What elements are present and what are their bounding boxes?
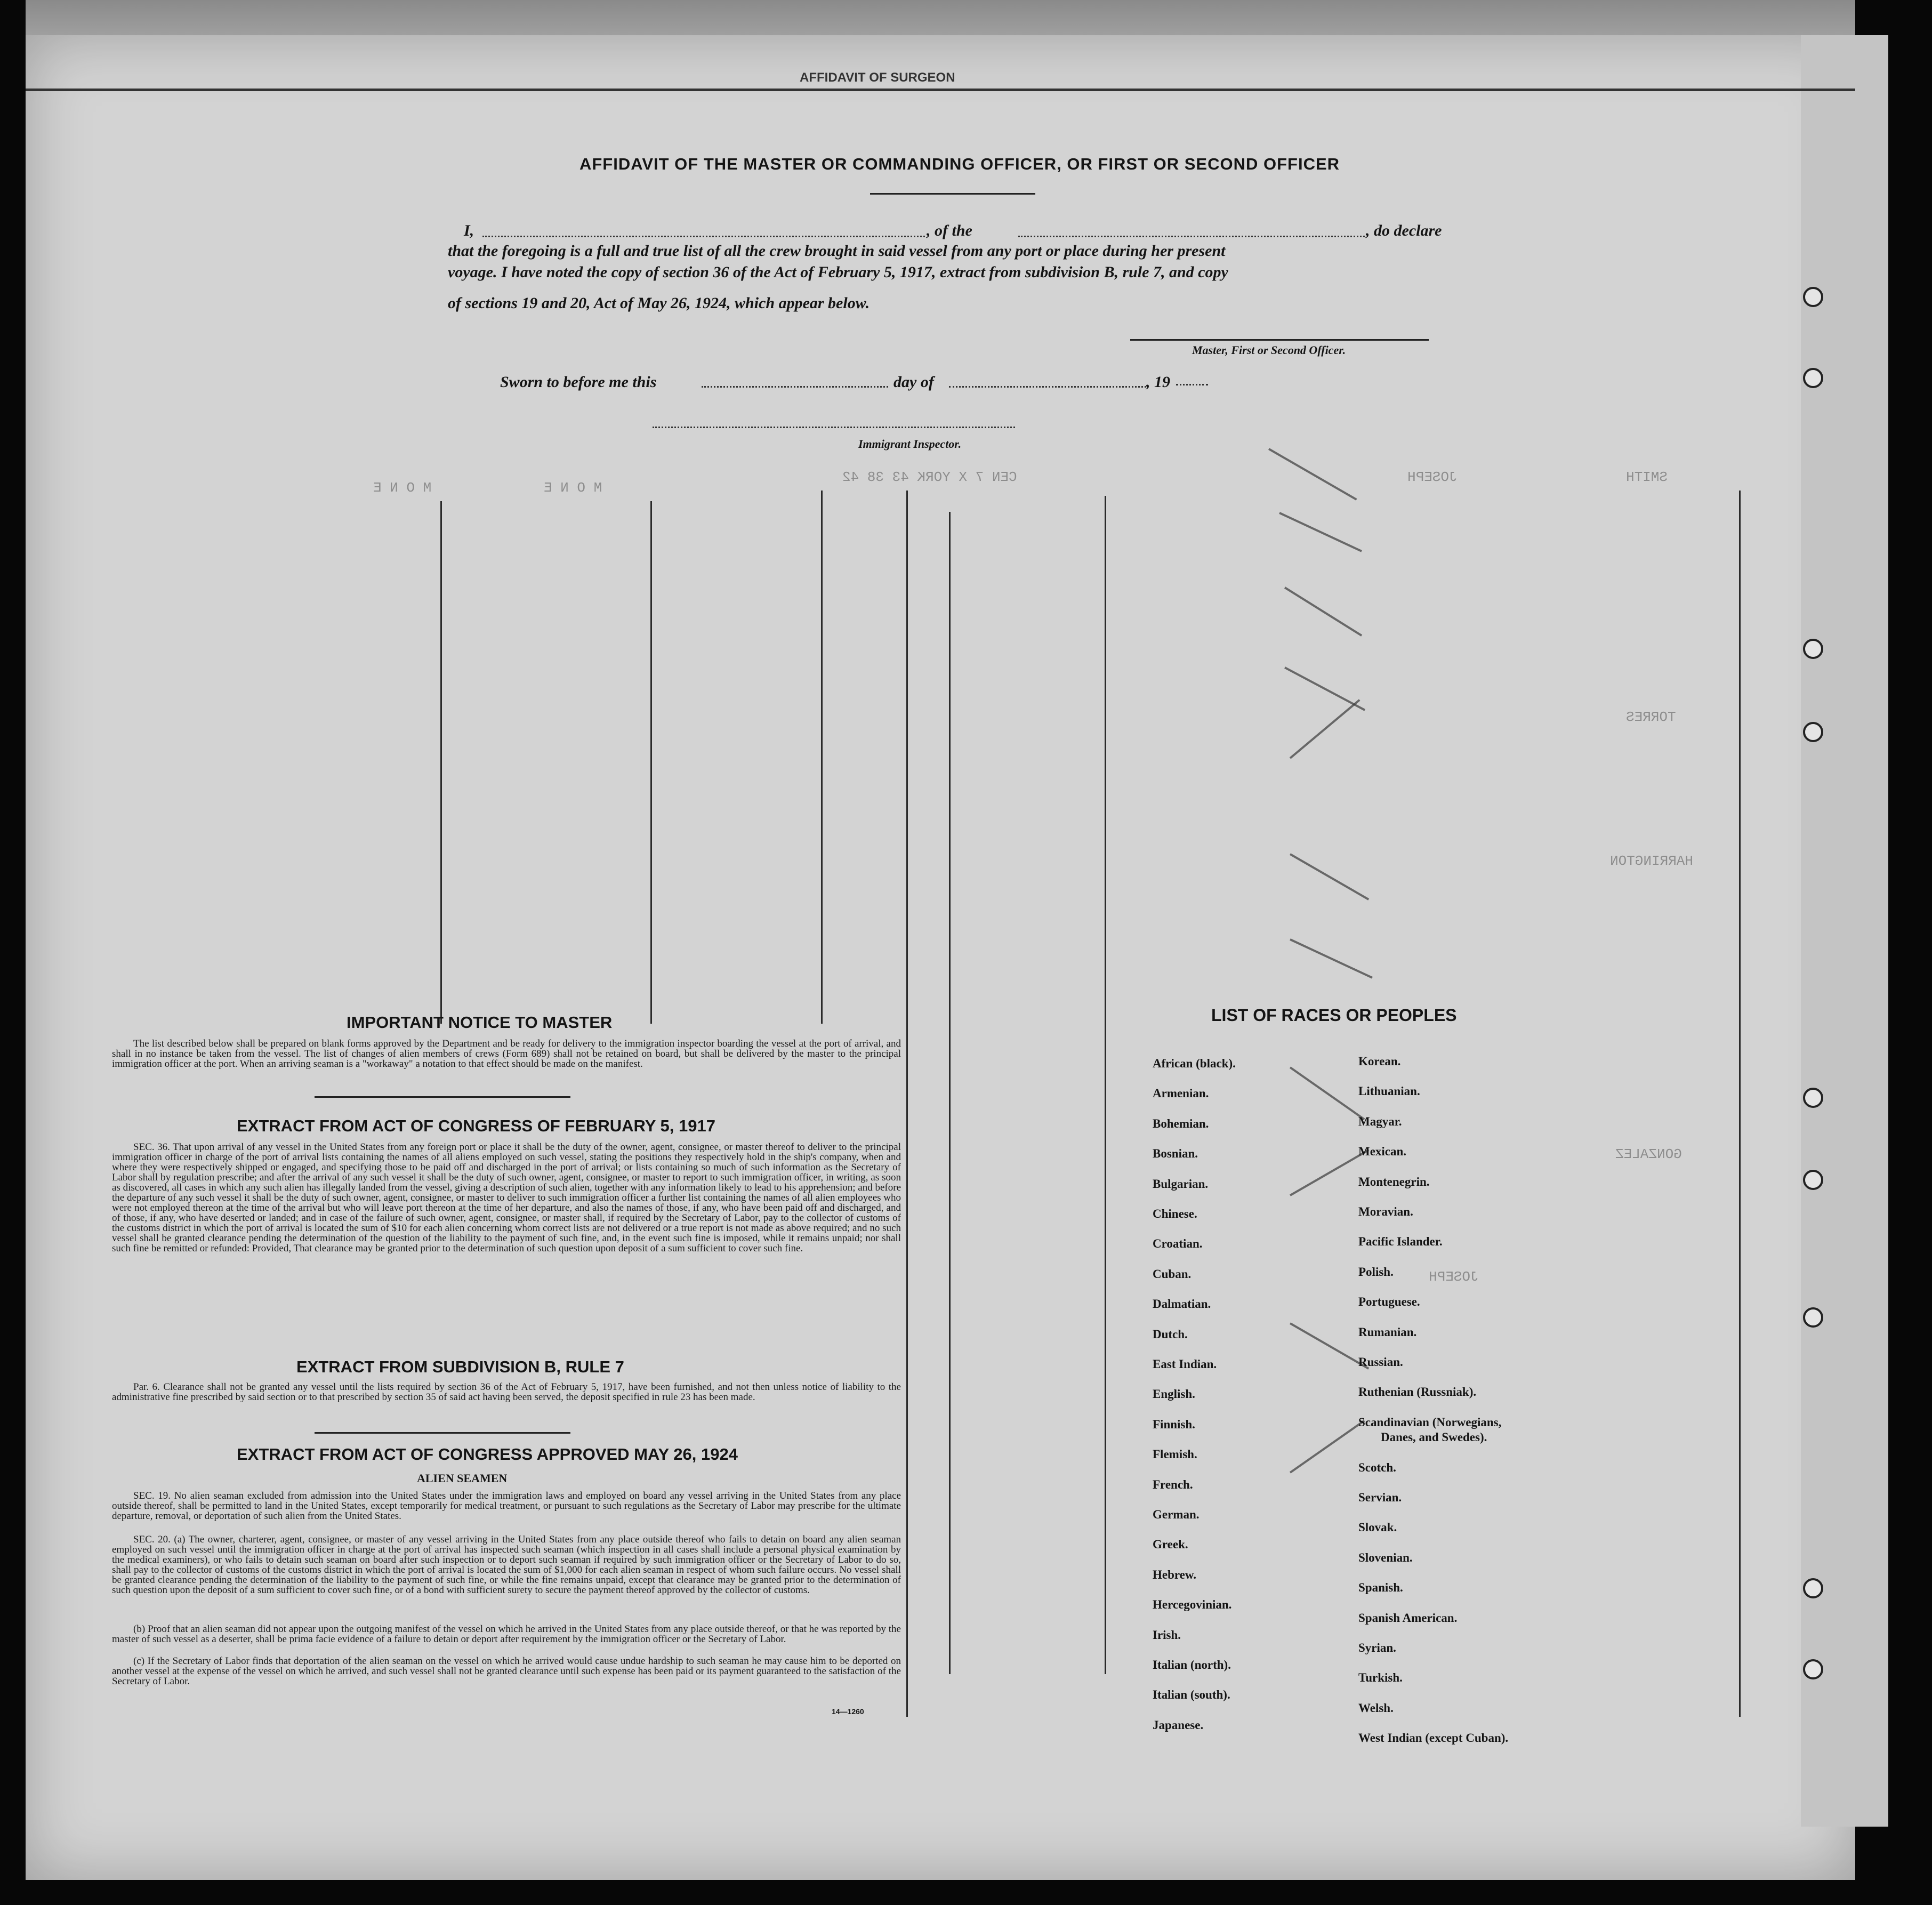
race-item: English. <box>1153 1387 1195 1401</box>
punch-hole <box>1803 287 1823 307</box>
section-divider <box>315 1096 570 1098</box>
race-item: Spanish. <box>1358 1581 1403 1595</box>
race-item: Lithuanian. <box>1358 1084 1420 1098</box>
race-item: African (black). <box>1153 1057 1236 1070</box>
race-item: Pacific Islander. <box>1358 1235 1443 1249</box>
sworn-label: Sworn to before me this <box>500 373 657 391</box>
punch-hole <box>1803 1088 1823 1108</box>
race-item: Irish. <box>1153 1628 1181 1642</box>
column-rule <box>906 491 908 1717</box>
race-item: Italian (south). <box>1153 1688 1230 1702</box>
sworn-day-blank[interactable] <box>702 386 888 388</box>
sec19-text: SEC. 19. No alien seaman excluded from admission into the United States under the immigration laws and employed on board any vessel arriving in the United States from any place outside thereof, shall be permitted to land in the United States, except temporarily for medical treatment, or pursuant to such regulations as the Secretary of Labor may prescribe for the ultimate departure, removal, or deportation of such alien from the United States. <box>112 1490 901 1522</box>
column-rule <box>440 501 442 1024</box>
inspector-signature-line[interactable] <box>653 427 1015 428</box>
punch-hole <box>1803 1170 1823 1190</box>
year-blank[interactable] <box>1176 384 1208 385</box>
race-item: Portuguese. <box>1358 1295 1420 1309</box>
bleed-through-text: JOSEPH <box>1429 1269 1479 1285</box>
column-rule <box>1105 496 1106 1674</box>
race-item: Spanish American. <box>1358 1611 1458 1625</box>
race-item: German. <box>1153 1508 1200 1521</box>
race-item: Rumanian. <box>1358 1325 1417 1339</box>
race-item: Russian. <box>1358 1355 1403 1369</box>
race-item: Hebrew. <box>1153 1568 1196 1581</box>
bleed-through-text: TORRES <box>1626 709 1676 725</box>
notice-title: IMPORTANT NOTICE TO MASTER <box>347 1013 613 1032</box>
extract-1917-title: EXTRACT FROM ACT OF CONGRESS OF FEBRUARY 5, 1917 <box>237 1116 715 1135</box>
document-sheet <box>26 35 1855 1880</box>
punch-hole <box>1803 1659 1823 1679</box>
bleed-through-text: SMITH <box>1626 469 1668 485</box>
affidavit-line2: that the foregoing is a full and true list of all the crew brought in said vessel from any port or place during her present <box>448 242 1226 260</box>
alien-seamen-subtitle: ALIEN SEAMEN <box>417 1472 508 1485</box>
notice-text: The list described below shall be prepared on blank forms approved by the Department and be ready for delivery to the immigration inspector boarding the vessel at the port of arrival, and shall in no instance be taken from the vessel. The list of changes of alien members of crews (Form 689) shall not be retained on board, but shall be delivered by the master to the principal immigration officer at the port. When an arriving seaman is a "workaway" a notation to that effect should be made on the manifest. <box>112 1038 901 1070</box>
affidavit-line4: of sections 19 and 20, Act of May 26, 1924, which appear below. <box>448 294 870 312</box>
punch-hole <box>1803 722 1823 742</box>
name-blank[interactable] <box>482 236 925 237</box>
day-of-label: day of <box>893 373 934 391</box>
race-item: Moravian. <box>1358 1205 1413 1218</box>
race-item: Servian. <box>1358 1491 1402 1504</box>
affidavit-declare: , do declare <box>1366 222 1442 239</box>
rule7-title: EXTRACT FROM SUBDIVISION B, RULE 7 <box>296 1357 624 1376</box>
race-item: French. <box>1153 1477 1193 1491</box>
race-item: Italian (north). <box>1153 1658 1231 1671</box>
race-item: Japanese. <box>1153 1718 1204 1732</box>
master-signature-line[interactable] <box>1130 339 1429 341</box>
race-item: Chinese. <box>1153 1207 1197 1220</box>
form-number: 14—1260 <box>832 1707 864 1716</box>
race-item: Montenegrin. <box>1358 1175 1430 1188</box>
race-item: Dutch. <box>1153 1327 1188 1341</box>
race-item: Hercegovinian. <box>1153 1598 1232 1612</box>
sec20c-text: (c) If the Secretary of Labor finds that deportation of the alien seaman on the vessel on which he arrived would cause undue hardship to such seaman he may cause him to be deported on another vessel at the expense of the vessel on which he arrived, and such vessel shall not be granted clearance until such expense has been paid or its payment guaranteed to the satisfaction of the Secretary of Labor. <box>112 1655 901 1687</box>
month-blank[interactable] <box>949 386 1146 388</box>
bleed-through-text: M O N E <box>544 480 602 496</box>
bleed-through-text: GONZALEZ <box>1615 1146 1682 1162</box>
race-item: Armenian. <box>1153 1087 1209 1100</box>
race-item: Welsh. <box>1358 1701 1394 1715</box>
section-divider <box>315 1432 570 1434</box>
affidavit-title: AFFIDAVIT OF THE MASTER OR COMMANDING OFFICER, OR FIRST OR SECOND OFFICER <box>579 155 1340 173</box>
race-item: Greek. <box>1153 1538 1188 1552</box>
year-label: , 19 <box>1146 373 1170 391</box>
race-item: West Indian (except Cuban). <box>1358 1731 1509 1745</box>
race-item: Turkish. <box>1358 1671 1403 1685</box>
race-item: Slovak. <box>1358 1521 1397 1534</box>
race-item: Dalmatian. <box>1153 1297 1211 1311</box>
bleed-through-text: HARRINGTON <box>1610 853 1694 869</box>
race-item: East Indian. <box>1153 1357 1217 1371</box>
sec20a-text: SEC. 20. (a) The owner, charterer, agent, consignee, or master of any vessel arriving in the United States from any place outside thereof who fails to detain on board any alien seaman employed on such vessel until the immigration officer in charge at the port of arrival has inspected such seaman (which inspection in all cases shall include a personal physical examination by the medical examiners), or who fails to detain such seaman on board after such inspection or to deport such seaman if required by such immigration officer or the Secretary of Labor to do so, shall pay to the collector of customs of the customs district in which the port of arrival is located the sum of $1,000 for each alien seaman in respect of whom such failure occurs. No vessel shall be granted clearance pending the determination of the liability to the payment of such fine, or while the fine remains unpaid, except that clearance may be granted prior to the determination of such question upon the deposit of a sum sufficient to cover such fine, or of a bond with sufficient surety to secure the payment thereof approved by the collector of customs. <box>112 1534 901 1596</box>
column-rule <box>949 512 951 1674</box>
race-item: Bulgarian. <box>1153 1177 1209 1191</box>
top-stamp: AFFIDAVIT OF SURGEON <box>800 70 955 85</box>
inspector-label: Immigrant Inspector. <box>858 437 962 451</box>
affidavit-of-the: , of the <box>927 222 972 239</box>
sec20b-text: (b) Proof that an alien seaman did not appear upon the outgoing manifest of the vessel on which he arrived in the United States from any place outside thereof, or that he was reported by the master of such vessel as a deserter, shall be prima facie evidence of a failure to detain or deport after requirement by the immigration officer or the Secretary of Labor. <box>112 1623 901 1645</box>
punch-hole <box>1803 639 1823 659</box>
affidavit-line3: voyage. I have noted the copy of section 36 of the Act of February 5, 1917, extract from subdivision B, rule 7, and copy <box>448 263 1228 281</box>
punch-hole <box>1803 1578 1823 1598</box>
race-item: Korean. <box>1358 1055 1401 1068</box>
race-item: Magyar. <box>1358 1114 1402 1128</box>
top-rule <box>26 89 1855 91</box>
rule7-text: Par. 6. Clearance shall not be granted any vessel until the lists required by section 36 of the Act of February 5, 1917, have been furnished, and not then unless notice of liability to the administrative fine prescribed by said section or to that prescribed by section 35 of said act having been served, the deposit specified in rule 23 has been made. <box>112 1381 901 1403</box>
punch-hole <box>1803 368 1823 388</box>
race-item: Slovenian. <box>1358 1550 1413 1564</box>
column-rule <box>650 501 652 1024</box>
bleed-through-text: JOSEPH <box>1407 469 1458 485</box>
vessel-blank[interactable] <box>1018 236 1365 237</box>
affidavit-i: I, <box>464 222 474 239</box>
race-item: Polish. <box>1358 1265 1394 1279</box>
bleed-through-text: CEN 7 X YORK 43 38 42 <box>842 469 1017 485</box>
race-item: Finnish. <box>1153 1417 1195 1431</box>
race-item: Bosnian. <box>1153 1147 1198 1161</box>
race-item: Flemish. <box>1153 1448 1197 1461</box>
title-underline <box>870 193 1035 195</box>
race-item: Syrian. <box>1358 1641 1396 1654</box>
race-item: Mexican. <box>1358 1145 1407 1159</box>
master-signature-label: Master, First or Second Officer. <box>1192 343 1346 357</box>
race-item: Ruthenian (Russniak). <box>1358 1385 1477 1399</box>
race-item: Bohemian. <box>1153 1116 1209 1130</box>
race-item: Croatian. <box>1153 1237 1203 1251</box>
race-item: Danes, and Swedes). <box>1381 1430 1487 1444</box>
column-rule <box>821 491 823 1024</box>
race-item: Scotch. <box>1358 1460 1396 1474</box>
race-item: Cuban. <box>1153 1267 1192 1281</box>
races-title: LIST OF RACES OR PEOPLES <box>1211 1006 1457 1025</box>
extract-1924-title: EXTRACT FROM ACT OF CONGRESS APPROVED MAY 26, 1924 <box>237 1445 738 1464</box>
bleed-through-text: M O N E <box>373 480 432 496</box>
extract-1917-text: SEC. 36. That upon arrival of any vessel in the United States from any foreign port or place it shall be the duty of the owner, agent, consignee, or master thereof to deliver to the principal immigration officer in charge of the port of arrival lists containing the names of all aliens employed on such vessel, stating the positions they respectively hold in the ship's company, when and where they were respectively shipped or engaged, and specifying those to be paid off and discharged in the port of arrival; or lists containing so much of such information as the Secretary of Labor shall by regulation prescribe; and after the arrival of any such vessel it shall be the duty of such owner, agent, consignee, or master to report to such immigration officer, in writing, as soon as discovered, all cases in which any such alien has illegally landed from the vessel, giving a description of such alien, together with any information likely to lead to his apprehension; and before the departure of any such vessel it shall be the duty of such owner, agent, consignee, or master to deliver to such immigration officer a further list containing the names of all alien employees who were not employed thereon at the time of the arrival but who will leave port thereon at the time of her departure, and also the names of those, if any, who have been paid off and discharged, and of those, if any, who have deserted or landed; and in case of the failure of such owner, agent, consignee, or master shall, if required by the Secretary of Labor, pay to the collector of customs of the customs district in which the port of arrival is located the sum of $10 for each alien concerning whom correct lists are not delivered or a true report is not made as above required; and no such vessel shall be granted clearance pending the determination of the question of the liability to the payment of such fine, and, in the event such fine is imposed, while it remains unpaid; nor shall such fine be remitted or refunded: Provided, That clearance may be granted prior to the determination of such question upon deposit of a sum sufficient to cover such fine. <box>112 1142 901 1254</box>
punch-hole <box>1803 1307 1823 1328</box>
column-rule <box>1739 491 1741 1717</box>
race-item: Scandinavian (Norwegians, <box>1358 1415 1502 1429</box>
